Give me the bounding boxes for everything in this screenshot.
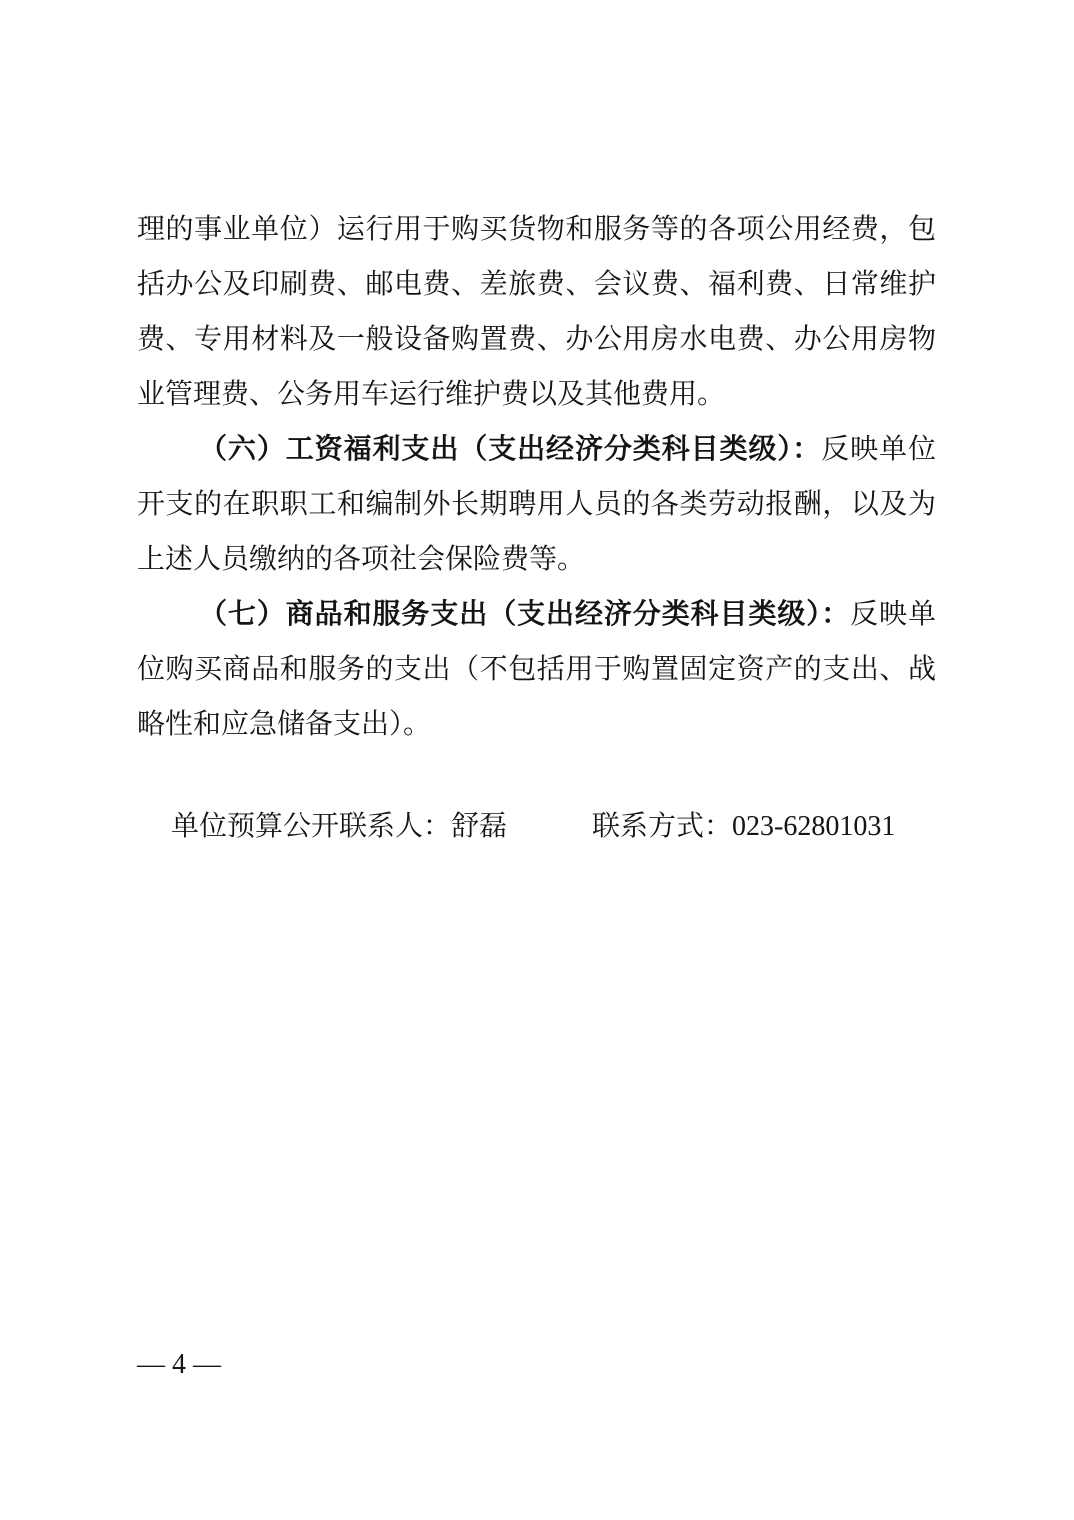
section-six-heading-rest: 反映单位 [821,434,936,465]
contact-person-name: 舒磊 [451,811,508,842]
paragraph-public-funds-line-3: 费、专用材料及一般设备购置费、办公用房水电费、办公用房物 [137,324,936,355]
contact-person-label: 单位预算公开联系人： [171,811,452,842]
section-seven-line-3: 略性和应急储备支出）。 [137,709,432,740]
contact-method-label: 联系方式： [592,811,733,842]
section-seven-heading-line [137,587,936,642]
section-six-line-2: 开支的在职职工和编制外长期聘用人员的各类劳动报酬，以及为 [137,489,936,520]
section-six-line-3: 上述人员缴纳的各项社会保险费等。 [137,544,586,575]
section-seven-line-2: 位购买商品和服务的支出（不包括用于购置固定资产的支出、战 [137,654,936,685]
paragraph-public-funds-line-4: 业管理费、公务用车运行维护费以及其他费用。 [137,379,726,410]
page-number: — 4 — [137,1349,221,1380]
section-six-heading-line [137,422,936,477]
section-seven-heading-rest: 反映单 [850,599,936,630]
paragraph-public-funds-line-2: 括办公及印刷费、邮电费、差旅费、会议费、福利费、日常维护 [137,269,936,300]
section-seven-heading-bold: （七）商品和服务支出（支出经济分类科目类级）： [199,599,851,630]
section-six-heading-bold: （六）工资福利支出（支出经济分类科目类级）： [199,434,822,465]
paragraph-public-funds-line-1: 理的事业单位）运行用于购买货物和服务等的各项公用经费，包 [137,214,936,245]
contact-phone-number: 023-62801031 [732,811,896,842]
contact-line [137,799,936,854]
document-body [137,202,936,854]
